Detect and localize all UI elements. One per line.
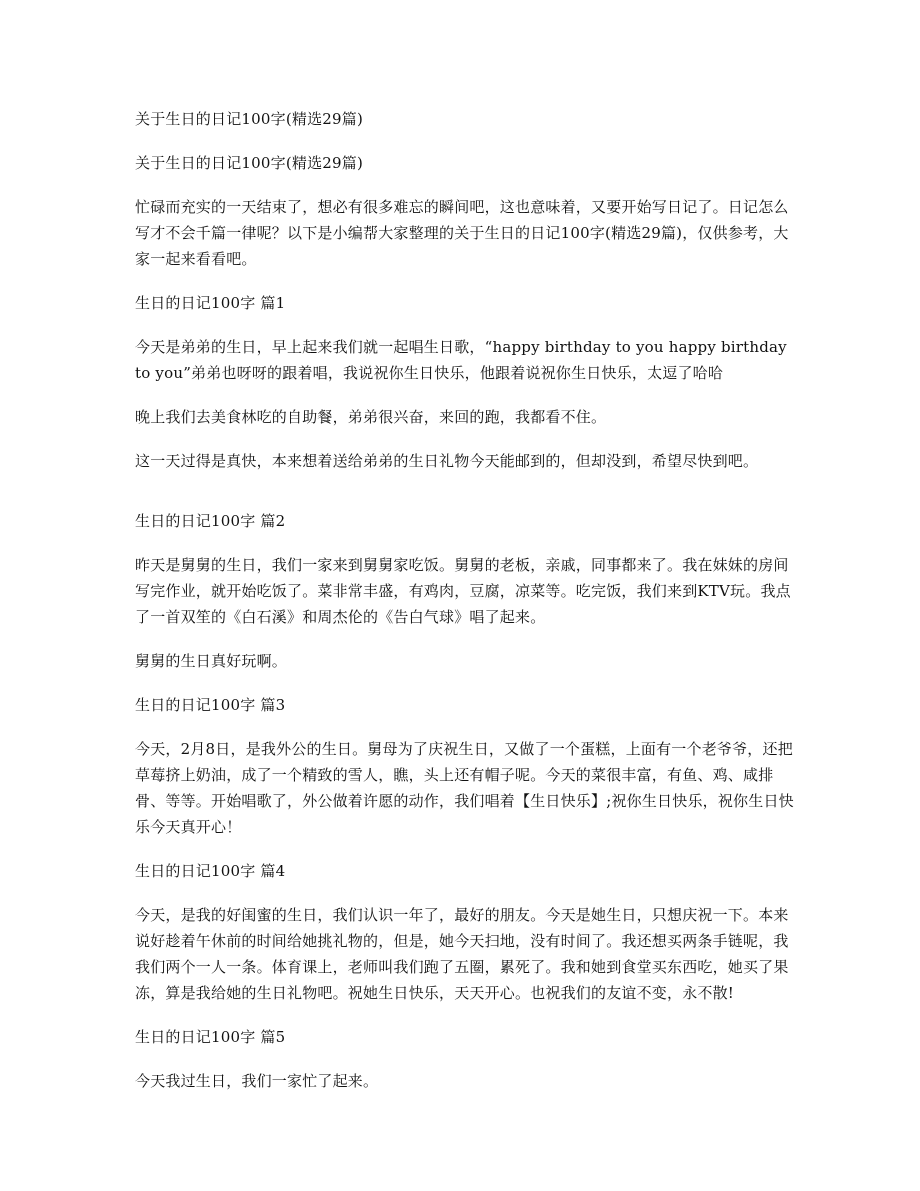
section-paragraph: 今天我过生日，我们一家忙了起来。 xyxy=(135,1072,379,1090)
section-paragraph: 今天，2月8日，是我外公的生日。舅母为了庆祝生日，又做了一个蛋糕，上面有一个老爷爷，还把草莓挤上奶油，成了一个精致的雪人，瞧，头上还有帽子呢。今天的菜很丰富，有鱼、鸡、咸排骨、等等。开始唱歌了，外公做着许愿的动作，我们唱着【生日快乐】;祝你生日快乐，祝你生日快乐今天真开心！ xyxy=(135,740,794,836)
section-heading: 生日的日记100字 篇3 xyxy=(135,696,286,714)
section-paragraph: 今天是弟弟的生日，早上起来我们就一起唱生日歌，“happy birthday to you happy birthday to you”弟弟也呀呀的跟着唱，我说祝你生日快乐，他跟着说祝你生日快乐，太逗了哈哈 xyxy=(135,338,787,382)
section-heading: 生日的日记100字 篇4 xyxy=(135,862,286,880)
section-paragraph: 这一天过得是真快，本来想着送给弟弟的生日礼物今天能邮到的，但却没到，希望尽快到吧。 xyxy=(135,452,759,470)
document-title: 关于生日的日记100字(精选29篇) xyxy=(135,110,364,128)
document-page xyxy=(135,106,795,1112)
intro-paragraph: 忙碌而充实的一天结束了，想必有很多难忘的瞬间吧，这也意味着，又要开始写日记了。日记怎么写才不会千篇一律呢？以下是小编帮大家整理的关于生日的日记100字(精选29篇)，仅供参考，大家一起来看看吧。 xyxy=(135,198,789,268)
section-heading: 生日的日记100字 篇2 xyxy=(135,512,286,530)
section-paragraph: 晚上我们去美食林吃的自助餐，弟弟很兴奋，来回的跑，我都看不住。 xyxy=(135,408,607,426)
document-subtitle: 关于生日的日记100字(精选29篇) xyxy=(135,154,364,172)
section-heading: 生日的日记100字 篇5 xyxy=(135,1028,286,1046)
section-heading: 生日的日记100字 篇1 xyxy=(135,294,286,312)
section-paragraph: 舅舅的生日真好玩啊。 xyxy=(135,652,288,670)
section-paragraph: 昨天是舅舅的生日，我们一家来到舅舅家吃饭。舅舅的老板，亲戚，同事都来了。我在妹妹的房间写完作业，就开始吃饭了。菜非常丰盛，有鸡肉，豆腐，凉菜等。吃完饭，我们来到KTV玩。我点了一首双笙的《白石溪》和周杰伦的《告白气球》唱了起来。 xyxy=(135,556,791,626)
section-paragraph: 今天，是我的好闺蜜的生日，我们认识一年了，最好的朋友。今天是她生日，只想庆祝一下。本来说好趁着午休前的时间给她挑礼物的，但是，她今天扫地，没有时间了。我还想买两条手链呢，我我们两个一人一条。体育课上，老师叫我们跑了五圈，累死了。我和她到食堂买东西吃，她买了果冻，算是我给她的生日礼物吧。祝她生日快乐，天天开心。也祝我们的友谊不变，永不散! xyxy=(135,906,789,1002)
